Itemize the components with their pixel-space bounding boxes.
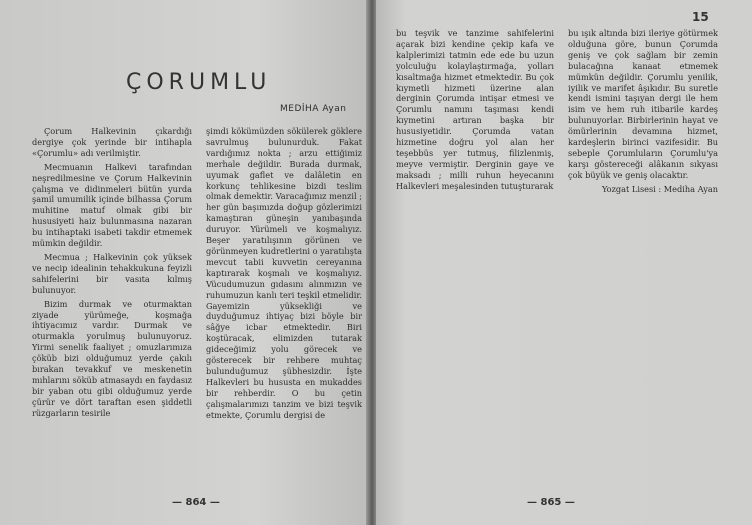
paragraph: şimdi kökümüzden sökülerek göklere savrulmuş bulunurduk. Fakat vardığımız nokta ; arzu ettiğimiz merhale değildir. Burada durmak, uyumak gaflet ve dalâletin en korkunç tehlikesine bizdi teslim olmak demektir. Varacağımız menzil ; her gün başımızda doğup gözlerimizi kamaştıran güneşin yanıbaşında duruyor. Yürümeli ve koşmalıyız. Beşer yaratılışının görünen ve görünmeyen kudretlerini o yaratılışta mevcut tabii kuvvetin cereyanına kaptırarak koşmalı ve koşmalıyız. Vücudumuzun gıdasını alınmızın ve ruhumuzun kanlı teri teşkil etmelidir. Gayemizin yüksekliği ve duyduğumuz ihtiyaç bizi böyle bir sâğye icbar etmektedir. Biri koştüracak, elimizden tutarak gideceğimiz yolu görecek ve gösterecek bir rehbere muhtaç bulunduğumuz şübhesizdir. İşte Halkevleri bu hususta en mukaddes bir rehberdir. O bu çetin çalışmalarımızı tanzim ve bizi teşvik etmekte, Çorumlu dergisi de	[206, 126, 362, 420]
paragraph: Bizim durmak ve oturmaktan ziyade yürümeğe, koşmağa ihtiyacımız vardır. Durmak ve oturmakla yorulmuş bulunuyoruz. Yirmi senelik faaliyet ; omuzlarımıza çöküb bizi olduğumuz yerde çakılı bırakan tevakkuf ve meskenetin mıhlarını söküb atmasaydı en faydasız bir yaban otu gibi olduğumuz yerde çürür ve dört taraftan esen şiddetli rüzgarların tesirile	[32, 298, 192, 418]
signature: Yozgat Lisesi : Mediha Ayan	[601, 183, 718, 194]
right-column-1	[396, 28, 554, 195]
article-title: ÇORUMLU	[126, 70, 272, 95]
paragraph: bu teşvik ve tanzime sahifelerini açarak bizi kendine çekip kafa ve kalplerimizi tatmin ede ede bu uzun yolculuğu kolaylaştırmağa, yolları kısaltmağa hizmet etmektedir. Bu çok kıymetli hizmeti üzerine alan derginin Çorumda intişar etmesi ve Çorumlu namını taşıması kendi kıymetini artıran başka bir hususiyetidir. Çorumda vatan hizmetine doğru yol alan her teşebbüs yer tutmuş, filizlenmiş, meyve vermiştir. Derginin gaye ve maksadı ; milli ruhun heyecanını Halkevleri meşalesinden tutuşturarak	[396, 28, 554, 191]
paragraph: Mecmuanın Halkevi tarafından neşredilmesine ve Çorum Halkevinin çalışma ve didinmeleri bütün yurda şamil umumilik içinde bilhassa Çorum muhitine matuf olmak gibi bir hususiyeti haiz bulunmasına nazaran bu intihaptaki isabeti takdir etmemek mümkin değildir.	[32, 161, 192, 249]
paragraph: Mecmua ; Halkevinin çok yüksek ve necip idealinin tehakkukuna feyizli sahifelerini bir vasıta kılmış bulunuyor.	[32, 251, 192, 295]
corner-page-number: 15	[692, 10, 709, 24]
left-column-2	[206, 126, 362, 423]
left-column-1	[32, 126, 192, 422]
right-page	[376, 0, 752, 525]
paragraph: bu ışık altında bizi ileriye götürmek olduğuna göre, bunun Çorumda geniş ve çok sağlam bir zemin bulacağına kanaat etmemek mümkün değildir. Çorumlu yenilik, iyilik ve marifet âşıkıdır. Bu suretle kendi ismini taşıyan dergi ile hem isim ve hem ruh itibarile kardeş bulunuyorlar. Birbirlerinin hayat ve ömürlerinin devamına hizmet, kardeşlerin birinci vazifesidir. Bu sebeple Çorumluların Çorumlu'ya karşı göstereceği alâkanın sıkyası çok büyük ve geniş olacaktır.	[568, 28, 718, 180]
left-page	[0, 0, 368, 525]
article-author: MEDİHA Ayan	[280, 104, 347, 114]
page-number-right: — 865 —	[527, 497, 575, 508]
right-column-2	[568, 28, 718, 195]
paragraph: Çorum Halkevinin çıkardığı dergiye çok yerinde bir intihapla «Çorumlu» adı verilmiştir.	[32, 126, 192, 158]
page-number-left: — 864 —	[172, 497, 220, 508]
